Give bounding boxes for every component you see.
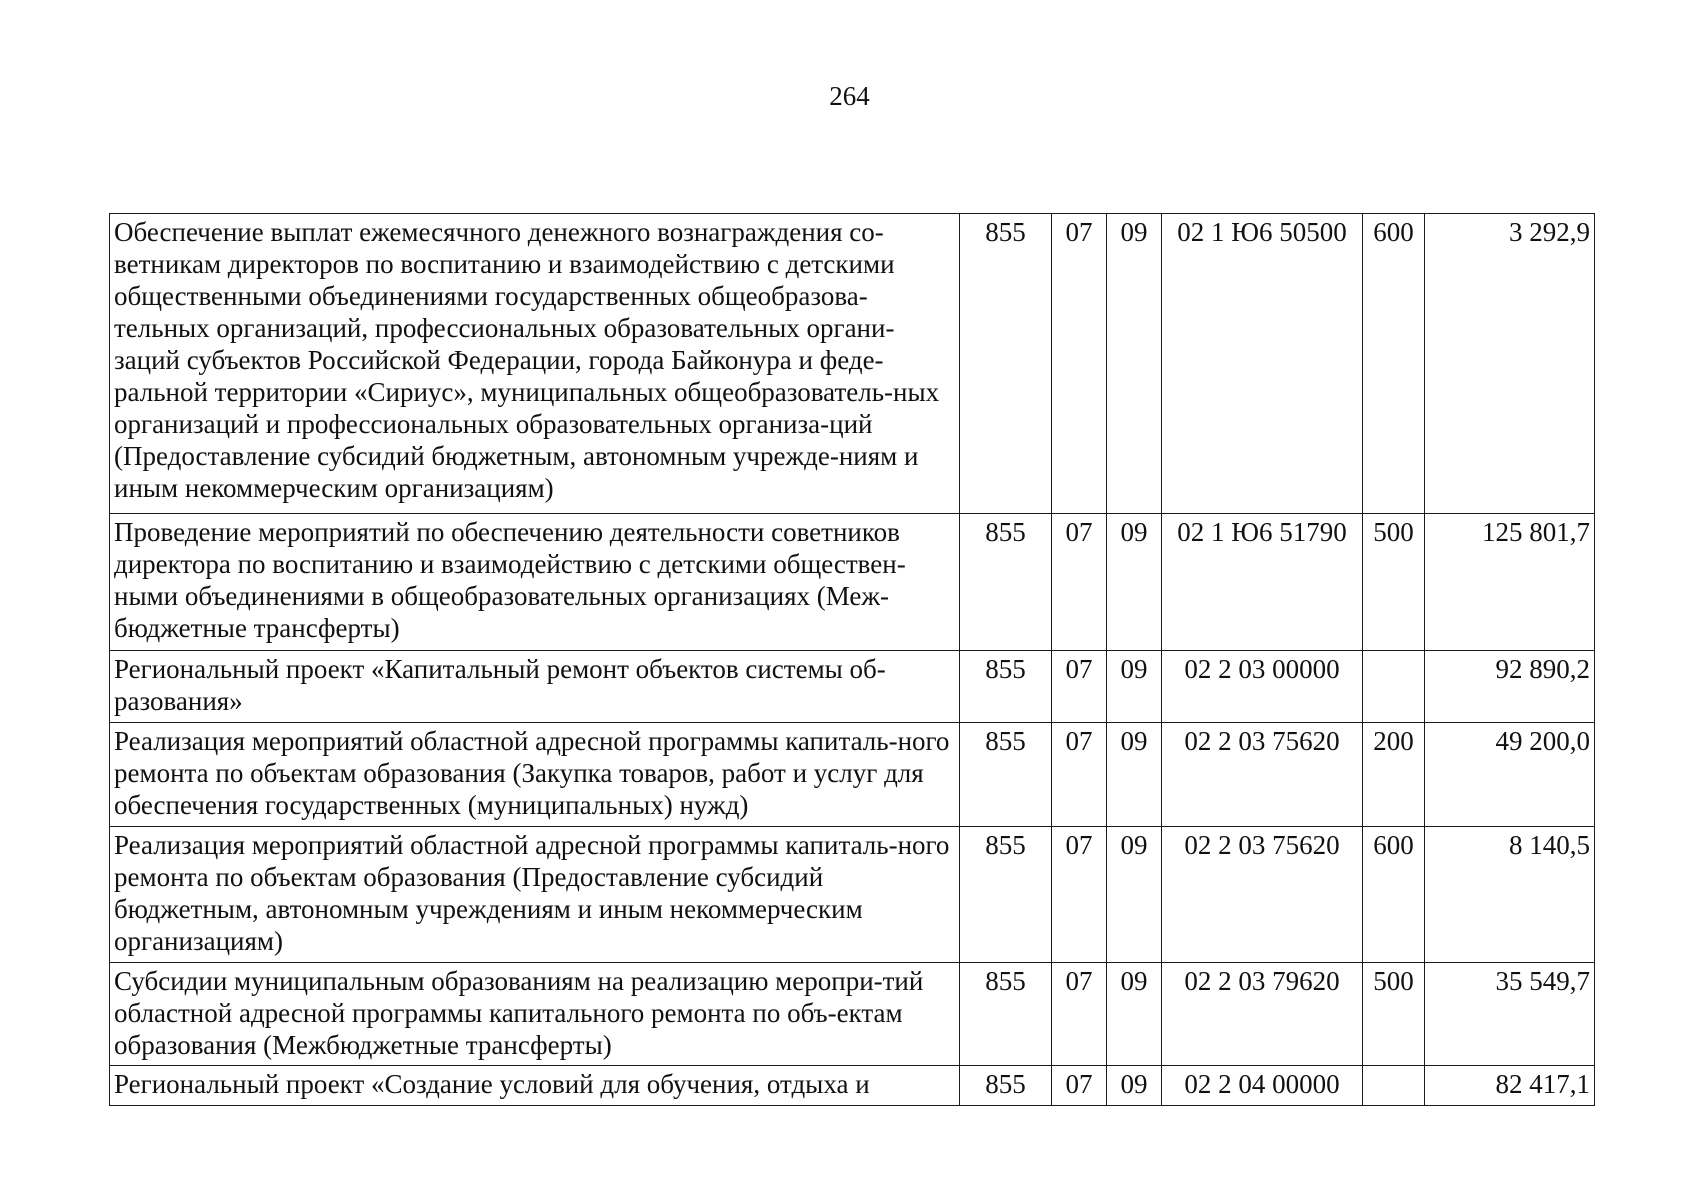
expense-type-code (1363, 1066, 1425, 1106)
section-code: 07 (1052, 1066, 1107, 1106)
section-code: 07 (1052, 214, 1107, 514)
subsection-code: 09 (1107, 963, 1162, 1066)
row-description: Реализация мероприятий областной адресной программы капиталь-ного ремонта по объектам образования (Закупка товаров, работ и услуг для обеспечения государственных (муниципальных) нужд) (110, 723, 960, 827)
amount-value: 125 801,7 (1425, 514, 1595, 651)
subsection-code: 09 (1107, 214, 1162, 514)
amount-value: 49 200,0 (1425, 723, 1595, 827)
target-article-code: 02 1 Ю6 51790 (1162, 514, 1363, 651)
amount-value: 92 890,2 (1425, 651, 1595, 723)
target-article-code: 02 2 03 75620 (1162, 827, 1363, 963)
amount-value: 3 292,9 (1425, 214, 1595, 514)
amount-value: 35 549,7 (1425, 963, 1595, 1066)
amount-value: 8 140,5 (1425, 827, 1595, 963)
target-article-code: 02 2 03 00000 (1162, 651, 1363, 723)
ministry-code: 855 (960, 827, 1052, 963)
page-number: 264 (829, 81, 870, 111)
table-row (110, 214, 1595, 514)
subsection-code: 09 (1107, 651, 1162, 723)
subsection-code: 09 (1107, 723, 1162, 827)
ministry-code: 855 (960, 963, 1052, 1066)
expense-type-code (1363, 651, 1425, 723)
ministry-code: 855 (960, 651, 1052, 723)
section-code: 07 (1052, 827, 1107, 963)
row-description: Обеспечение выплат ежемесячного денежного вознаграждения со-ветникам директоров по воспитанию и взаимодействию с детскими общественными объединениями государственных общеобразова-тельных организаций, профессиональных образовательных органи-заций субъектов Российской Федерации, города Байконура и феде-ральной территории «Сириус», муниципальных общеобразователь-ных организаций и профессиональных образовательных организа-ций (Предоставление субсидий бюджетным, автономным учрежде-ниям и иным некоммерческим организациям) (110, 214, 960, 514)
section-code: 07 (1052, 514, 1107, 651)
expense-type-code: 200 (1363, 723, 1425, 827)
row-description: Проведение мероприятий по обеспечению деятельности советников директора по воспитанию и взаимодействию с детскими обществен-ными объединениями в общеобразовательных организациях (Меж-бюджетные трансферты) (110, 514, 960, 651)
section-code: 07 (1052, 963, 1107, 1066)
ministry-code: 855 (960, 214, 1052, 514)
target-article-code: 02 2 03 75620 (1162, 723, 1363, 827)
ministry-code: 855 (960, 723, 1052, 827)
budget-table (109, 213, 1595, 1106)
table-row (110, 827, 1595, 963)
subsection-code: 09 (1107, 827, 1162, 963)
expense-type-code: 500 (1363, 514, 1425, 651)
row-description: Региональный проект «Капитальный ремонт объектов системы об-разования» (110, 651, 960, 723)
table-row (110, 514, 1595, 651)
target-article-code: 02 2 04 00000 (1162, 1066, 1363, 1106)
row-description: Реализация мероприятий областной адресной программы капиталь-ного ремонта по объектам образования (Предоставление субсидий бюджетным, автономным учреждениям и иным некоммерческим организациям) (110, 827, 960, 963)
target-article-code: 02 2 03 79620 (1162, 963, 1363, 1066)
expense-type-code: 600 (1363, 827, 1425, 963)
row-description: Региональный проект «Создание условий для обучения, отдыха и (110, 1066, 960, 1106)
subsection-code: 09 (1107, 514, 1162, 651)
expense-type-code: 500 (1363, 963, 1425, 1066)
ministry-code: 855 (960, 1066, 1052, 1106)
ministry-code: 855 (960, 514, 1052, 651)
table-row (110, 723, 1595, 827)
table-row (110, 651, 1595, 723)
table-row (110, 1066, 1595, 1106)
section-code: 07 (1052, 723, 1107, 827)
expense-type-code: 600 (1363, 214, 1425, 514)
subsection-code: 09 (1107, 1066, 1162, 1106)
row-description: Субсидии муниципальным образованиям на реализацию меропри-тий областной адресной программы капитального ремонта по объ-ектам образования (Межбюджетные трансферты) (110, 963, 960, 1066)
section-code: 07 (1052, 651, 1107, 723)
target-article-code: 02 1 Ю6 50500 (1162, 214, 1363, 514)
table-row (110, 963, 1595, 1066)
amount-value: 82 417,1 (1425, 1066, 1595, 1106)
